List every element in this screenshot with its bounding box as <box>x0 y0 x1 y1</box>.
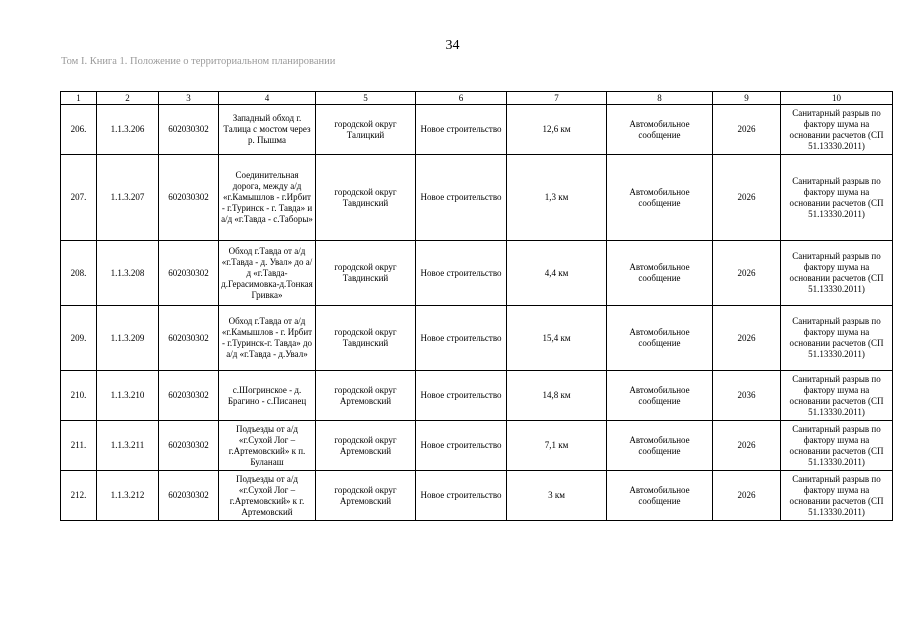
zone-cell: Санитарный разрыв по фактору шума на основании расчетов (СП 51.13330.2011) <box>781 371 893 421</box>
column-header: 3 <box>159 92 219 105</box>
code-cell: 1.1.3.209 <box>97 306 159 371</box>
purpose-cell: Автомобильное сообщение <box>607 371 713 421</box>
classifier-cell: 602030302 <box>159 371 219 421</box>
length-cell: 14,8 км <box>507 371 607 421</box>
location-cell: городской округ Тавдинский <box>316 155 416 241</box>
purpose-cell: Автомобильное сообщение <box>607 155 713 241</box>
object-name-cell: Обход г.Тавда от а/д «г.Камышлов - г. Ирбит - г.Туринск-г. Тавда» до а/д «г.Тавда - д.Увал» <box>219 306 316 371</box>
object-name-cell: Соединительная дорога, между а/д «г.Камышлов - г.Ирбит - г.Туринск - г. Тавда» и а/д «г.Тавда - с.Таборы» <box>219 155 316 241</box>
column-header: 10 <box>781 92 893 105</box>
column-header: 9 <box>713 92 781 105</box>
year-cell: 2026 <box>713 471 781 521</box>
table-row <box>61 471 893 521</box>
location-cell: городской округ Тавдинский <box>316 306 416 371</box>
column-header: 8 <box>607 92 713 105</box>
zone-cell: Санитарный разрыв по фактору шума на основании расчетов (СП 51.13330.2011) <box>781 306 893 371</box>
year-cell: 2026 <box>713 421 781 471</box>
code-cell: 1.1.3.208 <box>97 241 159 306</box>
zone-cell: Санитарный разрыв по фактору шума на основании расчетов (СП 51.13330.2011) <box>781 155 893 241</box>
location-cell: городской округ Артемовский <box>316 421 416 471</box>
object-name-cell: Обход г.Тавда от а/д «г.Тавда - д. Увал» до а/д «г.Тавда-д.Герасимовка-д.Тонкая Гривка» <box>219 241 316 306</box>
table-row <box>61 105 893 155</box>
classifier-cell: 602030302 <box>159 421 219 471</box>
zone-cell: Санитарный разрыв по фактору шума на основании расчетов (СП 51.13330.2011) <box>781 421 893 471</box>
column-header: 6 <box>416 92 507 105</box>
column-header: 5 <box>316 92 416 105</box>
year-cell: 2036 <box>713 371 781 421</box>
table-header-row <box>61 92 893 105</box>
year-cell: 2026 <box>713 306 781 371</box>
running-header: Том I. Книга 1. Положение о территориальном планировании <box>61 56 336 67</box>
object-name-cell: Западный обход г. Талица с мостом через р. Пышма <box>219 105 316 155</box>
page-number: 34 <box>445 38 460 53</box>
object-name-cell: Подъезды от а/д «г.Сухой Лог – г.Артемовский» к г. Артемовский <box>219 471 316 521</box>
classifier-cell: 602030302 <box>159 241 219 306</box>
location-cell: городской округ Артемовский <box>316 471 416 521</box>
code-cell: 1.1.3.210 <box>97 371 159 421</box>
year-cell: 2026 <box>713 155 781 241</box>
object-name-cell: с.Шогринское - д. Брагино - с.Писанец <box>219 371 316 421</box>
year-cell: 2026 <box>713 105 781 155</box>
zone-cell: Санитарный разрыв по фактору шума на основании расчетов (СП 51.13330.2011) <box>781 105 893 155</box>
object-name-cell: Подъезды от а/д «г.Сухой Лог – г.Артемовский» к п. Буланаш <box>219 421 316 471</box>
location-cell: городской округ Тавдинский <box>316 241 416 306</box>
length-cell: 15,4 км <box>507 306 607 371</box>
classifier-cell: 602030302 <box>159 105 219 155</box>
classifier-cell: 602030302 <box>159 306 219 371</box>
table-row <box>61 371 893 421</box>
row-number-cell: 210. <box>61 371 97 421</box>
status-cell: Новое строительство <box>416 306 507 371</box>
code-cell: 1.1.3.207 <box>97 155 159 241</box>
length-cell: 4,4 км <box>507 241 607 306</box>
length-cell: 7,1 км <box>507 421 607 471</box>
purpose-cell: Автомобильное сообщение <box>607 241 713 306</box>
purpose-cell: Автомобильное сообщение <box>607 471 713 521</box>
table-row <box>61 155 893 241</box>
code-cell: 1.1.3.206 <box>97 105 159 155</box>
column-header: 2 <box>97 92 159 105</box>
column-header: 7 <box>507 92 607 105</box>
row-number-cell: 206. <box>61 105 97 155</box>
table-row <box>61 421 893 471</box>
zone-cell: Санитарный разрыв по фактору шума на основании расчетов (СП 51.13330.2011) <box>781 241 893 306</box>
purpose-cell: Автомобильное сообщение <box>607 421 713 471</box>
column-header: 1 <box>61 92 97 105</box>
status-cell: Новое строительство <box>416 105 507 155</box>
classifier-cell: 602030302 <box>159 155 219 241</box>
status-cell: Новое строительство <box>416 371 507 421</box>
registry-table <box>60 91 893 521</box>
code-cell: 1.1.3.211 <box>97 421 159 471</box>
zone-cell: Санитарный разрыв по фактору шума на основании расчетов (СП 51.13330.2011) <box>781 471 893 521</box>
row-number-cell: 208. <box>61 241 97 306</box>
length-cell: 1,3 км <box>507 155 607 241</box>
status-cell: Новое строительство <box>416 155 507 241</box>
row-number-cell: 209. <box>61 306 97 371</box>
status-cell: Новое строительство <box>416 241 507 306</box>
classifier-cell: 602030302 <box>159 471 219 521</box>
table-row <box>61 241 893 306</box>
row-number-cell: 212. <box>61 471 97 521</box>
purpose-cell: Автомобильное сообщение <box>607 105 713 155</box>
table-row <box>61 306 893 371</box>
status-cell: Новое строительство <box>416 421 507 471</box>
length-cell: 12,6 км <box>507 105 607 155</box>
row-number-cell: 207. <box>61 155 97 241</box>
length-cell: 3 км <box>507 471 607 521</box>
column-header: 4 <box>219 92 316 105</box>
year-cell: 2026 <box>713 241 781 306</box>
location-cell: городской округ Артемовский <box>316 371 416 421</box>
status-cell: Новое строительство <box>416 471 507 521</box>
row-number-cell: 211. <box>61 421 97 471</box>
code-cell: 1.1.3.212 <box>97 471 159 521</box>
location-cell: городской округ Талицкий <box>316 105 416 155</box>
purpose-cell: Автомобильное сообщение <box>607 306 713 371</box>
